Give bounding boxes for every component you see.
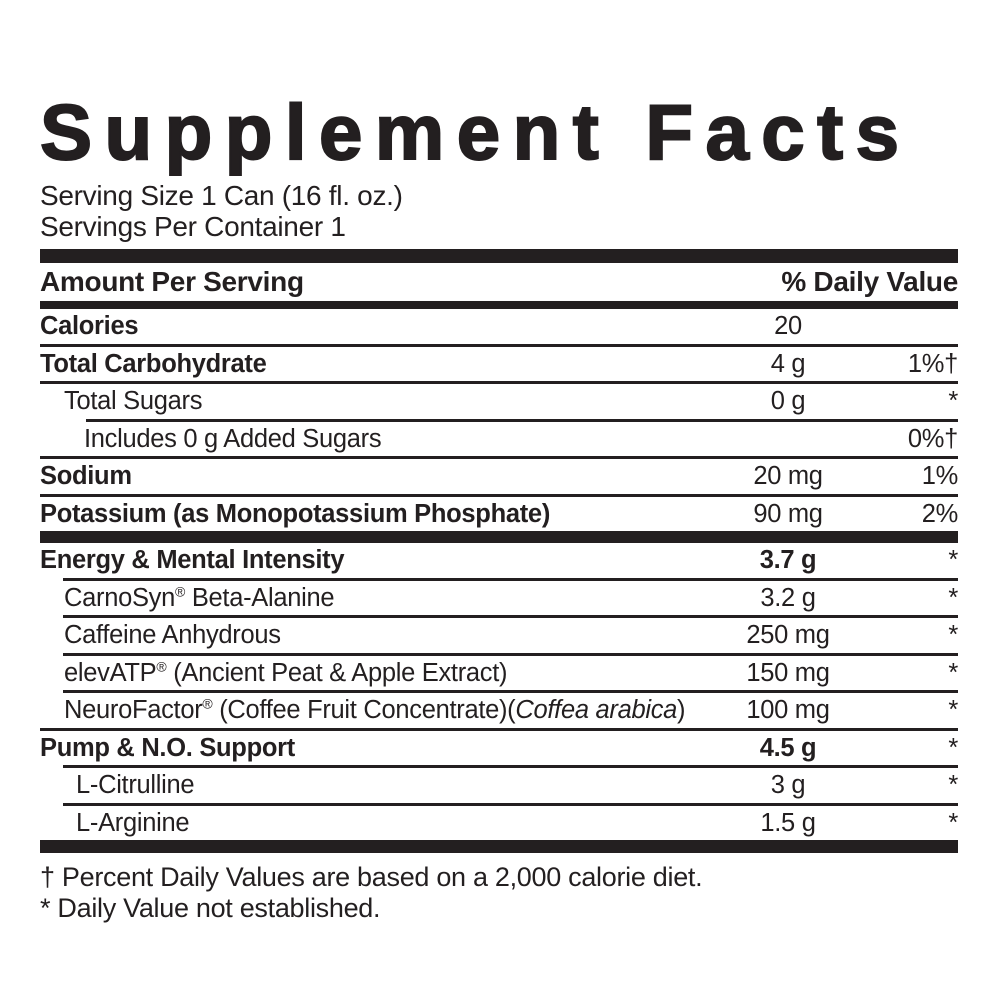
nutrient-daily-value: * — [948, 546, 958, 575]
nutrient-daily-value: 0%† — [907, 424, 958, 453]
nutrient-row — [40, 581, 958, 616]
nutrient-name: CarnoSyn® Beta-Alanine — [64, 583, 335, 612]
nutrient-row — [40, 618, 958, 653]
nutrient-row — [40, 422, 958, 457]
nutrient-row — [40, 309, 958, 344]
nutrient-row — [40, 543, 958, 578]
serving-info — [40, 180, 958, 242]
nutrient-row — [40, 806, 958, 841]
divider — [40, 531, 958, 543]
nutrient-daily-value: * — [948, 771, 958, 800]
nutrient-amount: 4 g — [770, 349, 806, 378]
divider-bottom-thick — [40, 840, 958, 853]
nutrient-amount: 0 g — [770, 387, 806, 416]
nutrient-row — [40, 656, 958, 691]
column-header-row — [40, 263, 958, 301]
footnotes — [40, 862, 958, 923]
nutrient-name: Energy & Mental Intensity — [40, 546, 345, 575]
amount-per-serving-header: Amount Per Serving — [40, 266, 304, 298]
nutrient-name: Total Carbohydrate — [40, 349, 267, 378]
nutrient-name: Pump & N.O. Support — [40, 733, 295, 762]
nutrient-daily-value: 1% — [921, 462, 958, 491]
footnote-daily-values: † Percent Daily Values are based on a 2,000 calorie diet. — [40, 862, 703, 893]
nutrient-daily-value: * — [948, 696, 958, 725]
serving-size-text: Serving Size 1 Can (16 fl. oz.) — [40, 180, 403, 212]
nutrient-name: Includes 0 g Added Sugars — [84, 424, 382, 453]
nutrient-amount: 3.2 g — [760, 583, 816, 612]
nutrient-daily-value: * — [948, 583, 958, 612]
nutrient-row — [40, 731, 958, 766]
facts-table — [40, 309, 958, 840]
nutrient-name: Potassium (as Monopotassium Phosphate) — [40, 499, 551, 528]
nutrient-name: Calories — [40, 312, 139, 341]
servings-per-container-text: Servings Per Container 1 — [40, 211, 346, 243]
nutrient-name: Sodium — [40, 462, 132, 491]
percent-daily-value-header: % Daily Value — [781, 266, 958, 298]
nutrient-daily-value: 1%† — [907, 349, 958, 378]
nutrient-amount: 150 mg — [746, 658, 830, 687]
nutrient-daily-value: * — [948, 733, 958, 762]
divider-top-thick — [40, 249, 958, 263]
nutrient-daily-value: * — [948, 621, 958, 650]
nutrient-amount: 90 mg — [753, 499, 823, 528]
nutrient-row — [40, 693, 958, 728]
nutrient-name: elevATP® (Ancient Peat & Apple Extract) — [64, 658, 508, 687]
nutrient-row — [40, 459, 958, 494]
nutrient-row — [40, 768, 958, 803]
divider-header-medium — [40, 301, 958, 309]
nutrient-name: L-Citrulline — [76, 771, 195, 800]
nutrient-daily-value: * — [948, 808, 958, 837]
nutrient-daily-value: 2% — [921, 499, 958, 528]
nutrient-amount: 20 — [774, 312, 802, 341]
nutrient-name: Caffeine Anhydrous — [64, 621, 281, 650]
nutrient-daily-value: * — [948, 387, 958, 416]
nutrient-name: L-Arginine — [76, 808, 190, 837]
nutrient-amount: 3.7 g — [759, 546, 817, 575]
footnote-not-established: * Daily Value not established. — [40, 892, 381, 923]
nutrient-amount: 20 mg — [753, 462, 823, 491]
nutrient-amount: 4.5 g — [759, 733, 817, 762]
nutrient-amount: 1.5 g — [760, 808, 816, 837]
nutrient-row — [40, 497, 958, 532]
nutrient-name: Total Sugars — [64, 387, 203, 416]
nutrient-amount: 100 mg — [746, 696, 830, 725]
nutrient-name: NeuroFactor® (Coffee Fruit Concentrate)(Coffea arabica) — [64, 695, 686, 725]
nutrient-amount: 3 g — [770, 771, 806, 800]
nutrient-row — [40, 347, 958, 382]
nutrient-amount: 250 mg — [746, 621, 830, 650]
label-title: Supplement Facts — [40, 88, 912, 176]
nutrient-row — [40, 384, 958, 419]
nutrient-daily-value: * — [948, 658, 958, 687]
